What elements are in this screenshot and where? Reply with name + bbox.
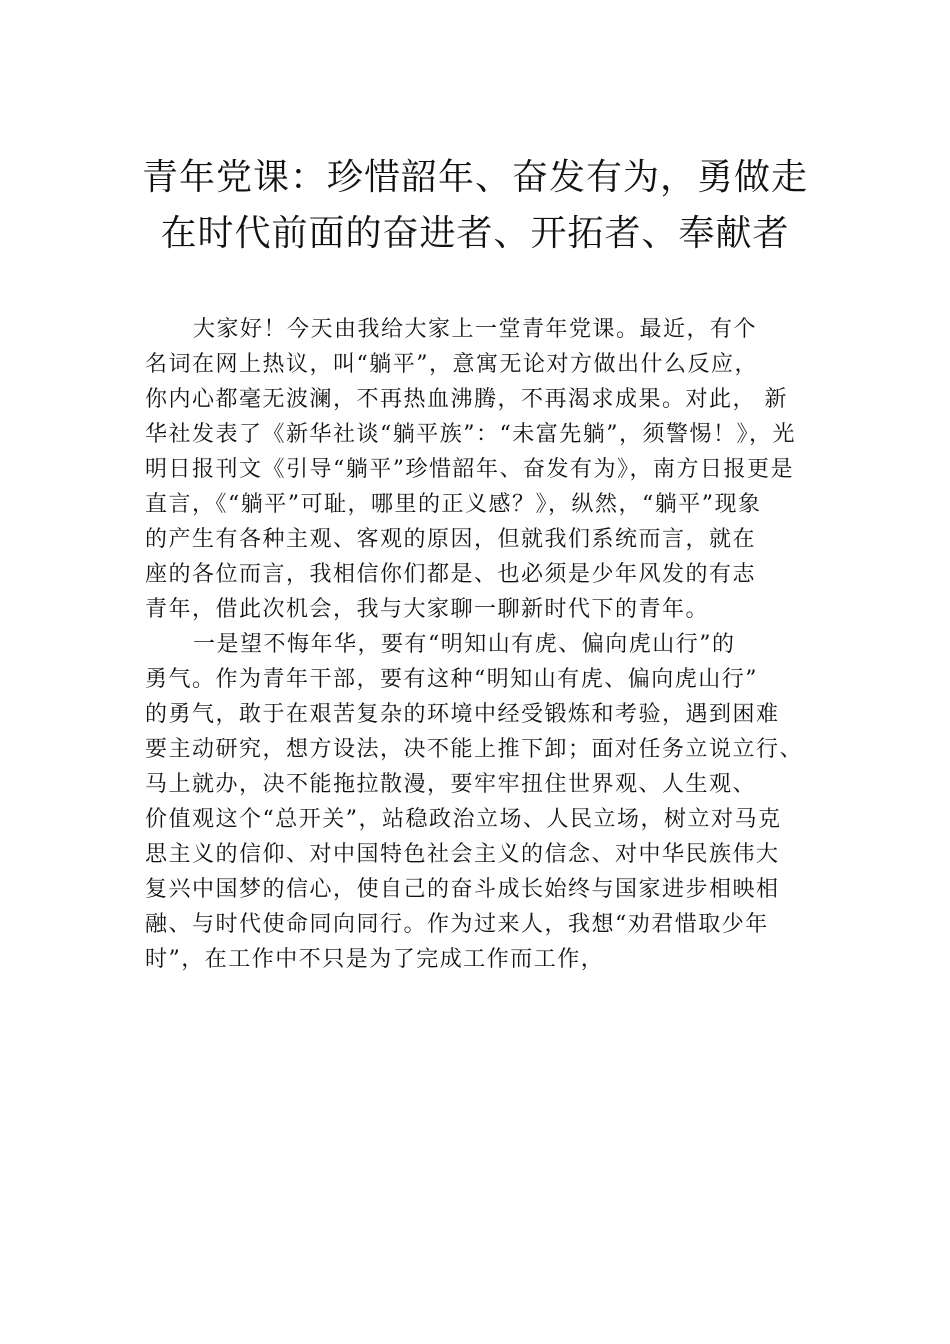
paragraph-line: 马上就办，决不能拖拉散漫，要牢牢扭住世界观、人生观、: [145, 772, 757, 797]
document-title: [120, 150, 830, 262]
paragraph-line: 的勇气，敢于在艰苦复杂的环境中经受锻炼和考验，遇到困难: [145, 702, 780, 727]
document-body: [145, 312, 825, 977]
paragraph-line: 思主义的信仰、对中国特色社会主义的信念、对中华民族伟大: [145, 842, 780, 867]
paragraph-line: 复兴中国梦的信心，使自己的奋斗成长始终与国家进步相映相: [145, 877, 780, 902]
paragraph-line: 勇气。作为青年干部，要有这种“明知山有虎、偏向虎山行”: [145, 667, 758, 692]
paragraph-line: 明日报刊文《引导“躺平”珍惜韶年、奋发有为》，南方日报更是: [145, 457, 794, 482]
paragraph-line: 融、与时代使命同向同行。作为过来人，我想“劝君惜取少年: [145, 912, 769, 937]
title-line: 在时代前面的奋进者、开拓者、奉献者: [160, 213, 790, 254]
paragraph-line: 名词在网上热议，叫“躺平”，意寓无论对方做出什么反应，: [145, 352, 758, 377]
paragraph-line: 你内心都毫无波澜，不再热血沸腾，不再渴求成果。对此， 新: [145, 387, 788, 412]
paragraph-intro: [145, 312, 825, 627]
paragraph-line: 青年，借此次机会，我与大家聊一聊新时代下的青年。: [145, 597, 710, 622]
paragraph-line: 一是望不悔年华，要有“明知山有虎、偏向虎山行”的: [193, 632, 736, 657]
paragraph-line: 价值观这个“总开关”，站稳政治立场、人民立场，树立对马克: [145, 807, 782, 832]
paragraph-point-one: [145, 627, 825, 977]
paragraph-line: 的产生有各种主观、客观的原因，但就我们系统而言，就在: [145, 527, 757, 552]
title-line: 青年党课：珍惜韶年、奋发有为，勇做走: [141, 157, 808, 198]
paragraph-line: 要主动研究，想方设法，决不能上推下卸；面对任务立说立行、: [145, 737, 804, 762]
paragraph-line: 座的各位而言，我相信你们都是、也必须是少年风发的有志: [145, 562, 757, 587]
paragraph-line: 时”，在工作中不只是为了完成工作而工作，: [145, 947, 605, 972]
paragraph-line: 大家好！今天由我给大家上一堂青年党课。最近，有个: [193, 317, 758, 342]
paragraph-line: 华社发表了《新华社谈“躺平族”：“未富先躺”，须警惕！》，光: [145, 422, 796, 447]
paragraph-line: 直言，《“躺平”可耻，哪里的正义感？》，纵然，“躺平”现象: [145, 492, 762, 517]
